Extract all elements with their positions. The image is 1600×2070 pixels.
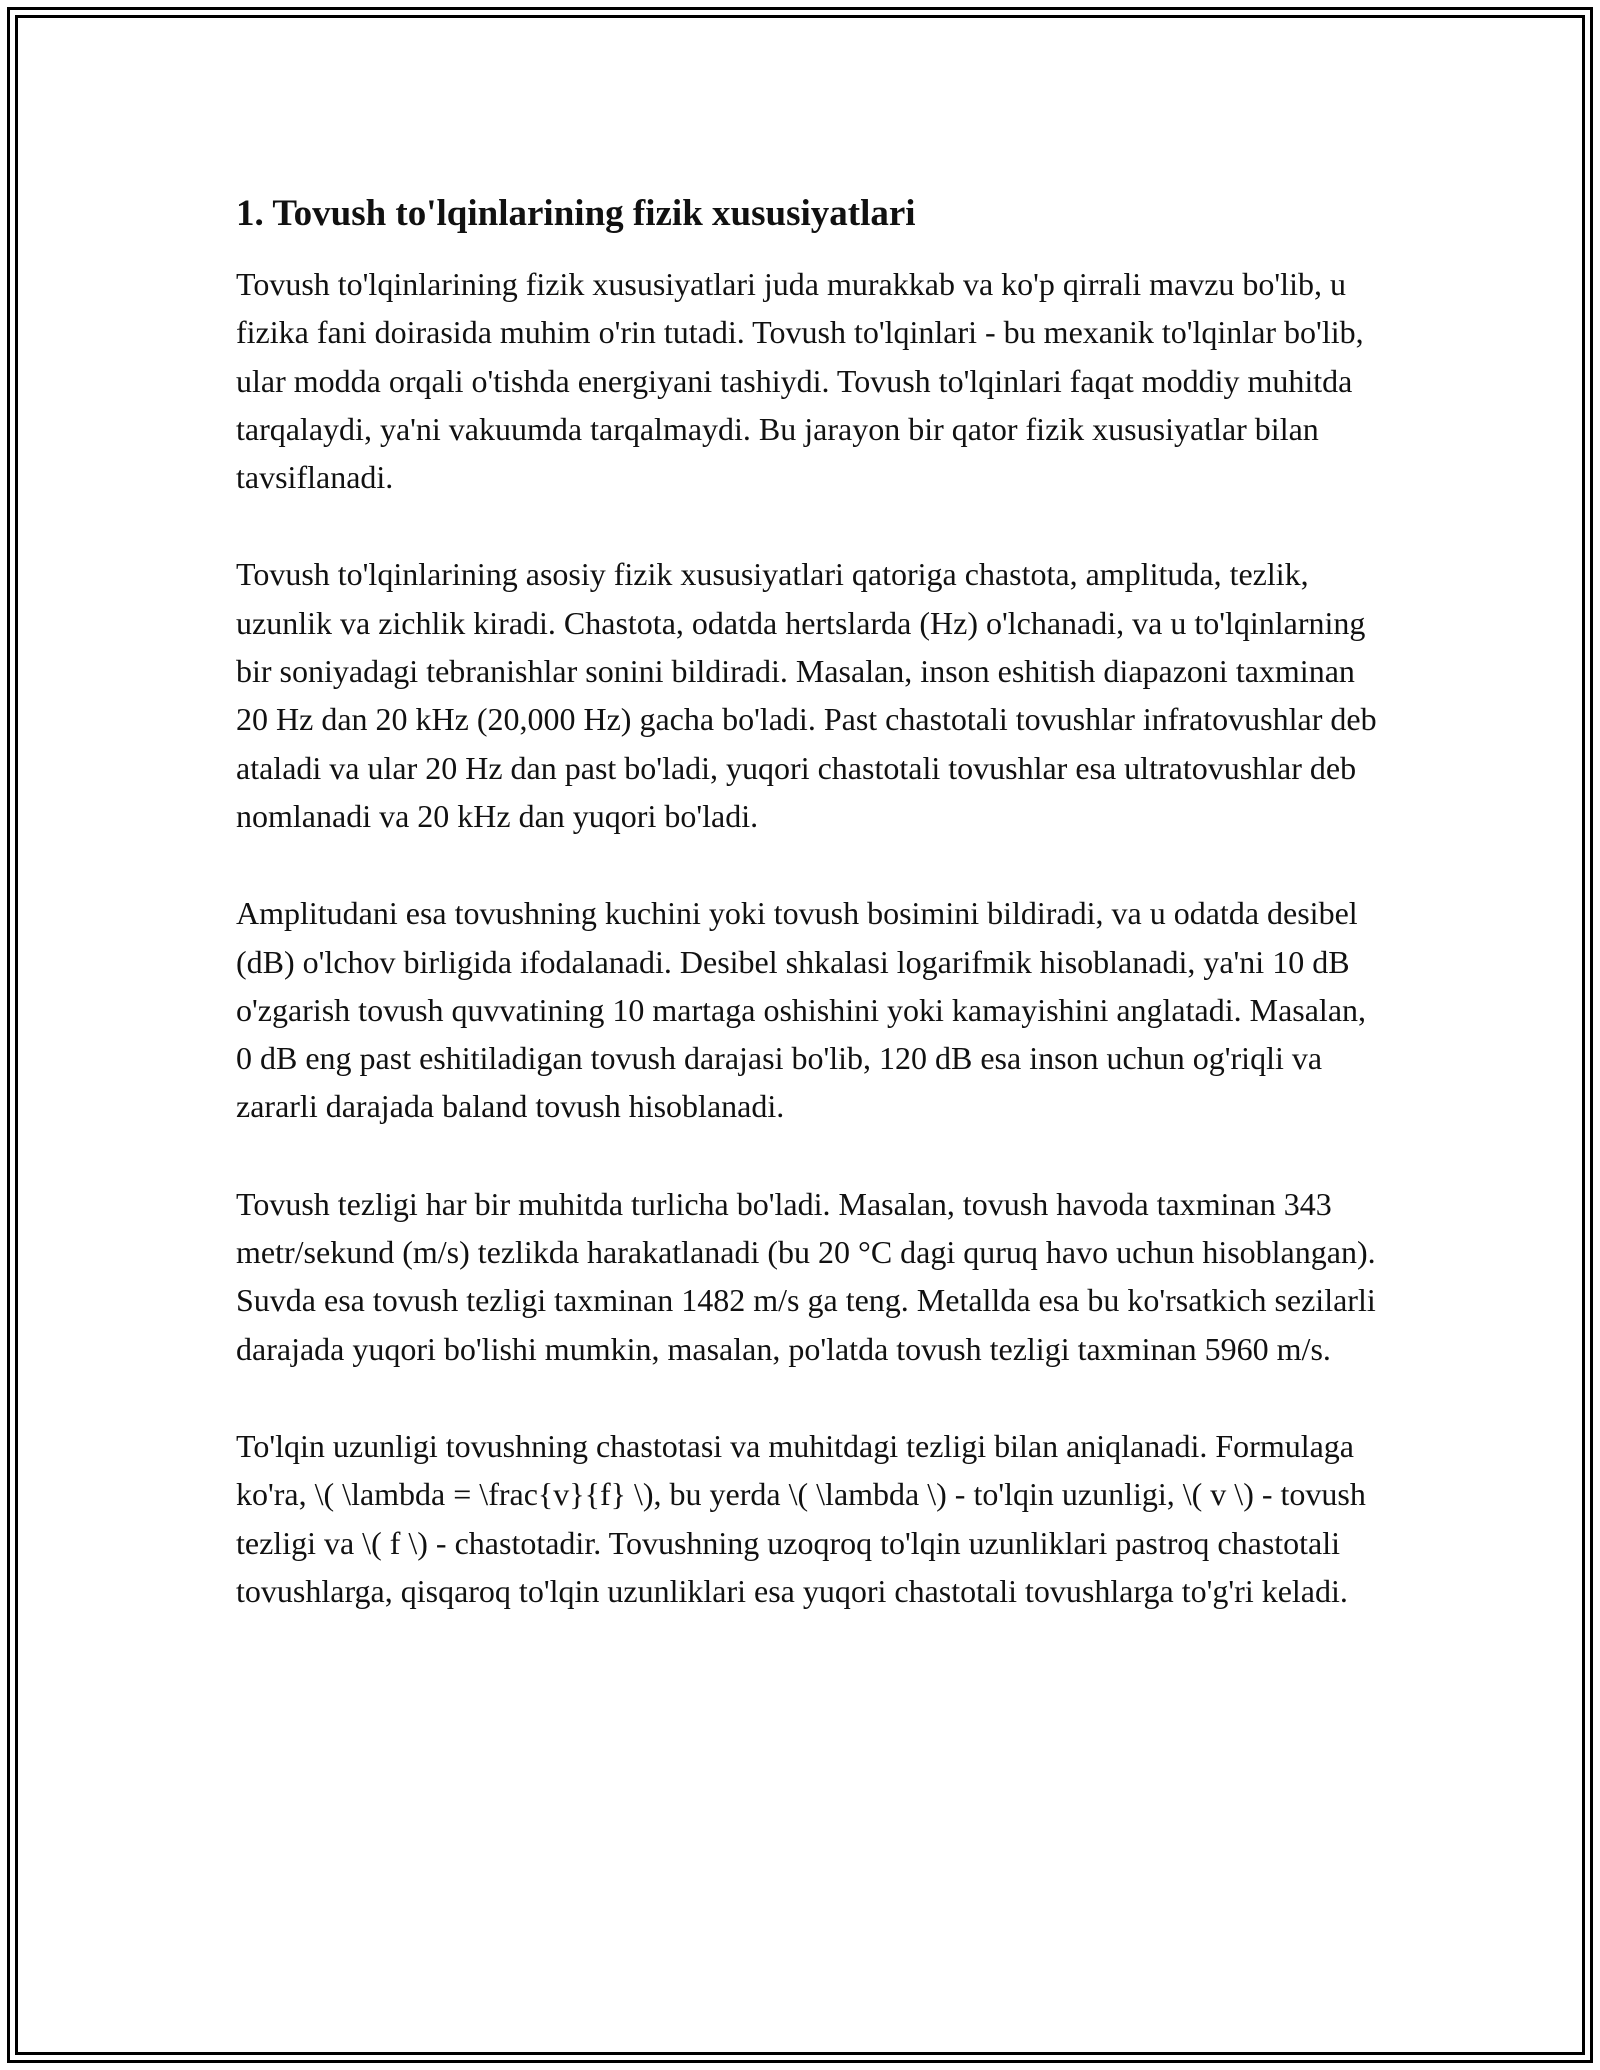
paragraph-amplitude: Amplitudani esa tovushning kuchini yoki tovush bosimini bildiradi, va u odatda desibel (dB) o'lchov birligida ifodalanadi. Desibel shkalasi logarifmik hisoblanadi, ya'ni 10 dB o'zgarish tovush quvvatining 10 martaga oshishini yoki kamayishini anglatadi. Masalan, 0 dB eng past eshitiladigan tovush darajasi bo'lib, 120 dB esa inson uchun og'riqli va zararli darajada baland tovush hisoblanadi. [236, 895, 1367, 1125]
section-heading: 1. Tovush to'lqinlarining fizik xususiyatlari [236, 193, 916, 234]
paragraph-speed: Tovush tezligi har bir muhitda turlicha bo'ladi. Masalan, tovush havoda taxminan 343 metr/sekund (m/s) tezlikda harakatlanadi (bu 20 °C dagi quruq havo uchun hisoblangan). Suvda esa tovush tezligi taxminan 1482 m/s ga teng. Metallda esa bu ko'rsatkich sezilarli darajada yuqori bo'lishi mumkin, masalan, po'latda tovush tezligi taxminan 5960 m/s. [236, 1185, 1376, 1367]
document-body [236, 188, 1381, 1664]
paragraph-wavelength: To'lqin uzunligi tovushning chastotasi va muhitdagi tezligi bilan aniqlanadi. Formulaga ko'ra, \( \lambda = \frac{v}{f} \), bu yerda \( \lambda \) - to'lqin uzunligi, \( v \) - tovush tezligi va \( f \) - chastotadir. Tovushning uzoqroq to'lqin uzunliklari pastroq chastotali tovushlarga, qisqaroq to'lqin uzunliklari esa yuqori chastotali tovushlarga to'g'ri keladi. [236, 1427, 1366, 1609]
paragraph-intro: Tovush to'lqinlarining fizik xususiyatlari juda murakkab va ko'p qirrali mavzu bo'lib, u fizika fani doirasida muhim o'rin tutadi. Tovush to'lqinlari - bu mexanik to'lqinlar bo'lib, ular modda orqali o'tishda energiyani tashiydi. Tovush to'lqinlari faqat moddiy muhitda tarqalaydi, ya'ni vakuumda tarqalmaydi. Bu jarayon bir qator fizik xususiyatlar bilan tavsiflanadi. [236, 266, 1364, 496]
paragraph-frequency: Tovush to'lqinlarining asosiy fizik xususiyatlari qatoriga chastota, amplituda, tezlik, uzunlik va zichlik kiradi. Chastota, odatda hertslarda (Hz) o'lchanadi, va u to'lqinlarning bir soniyadagi tebranishlar sonini bildiradi. Masalan, inson eshitish diapazoni taxminan 20 Hz dan 20 kHz (20,000 Hz) gacha bo'ladi. Past chastotali tovushlar infratovushlar deb ataladi va ular 20 Hz dan past bo'ladi, yuqori chastotali tovushlar esa ultratovushlar deb nomlanadi va 20 kHz dan yuqori bo'ladi. [236, 556, 1377, 834]
